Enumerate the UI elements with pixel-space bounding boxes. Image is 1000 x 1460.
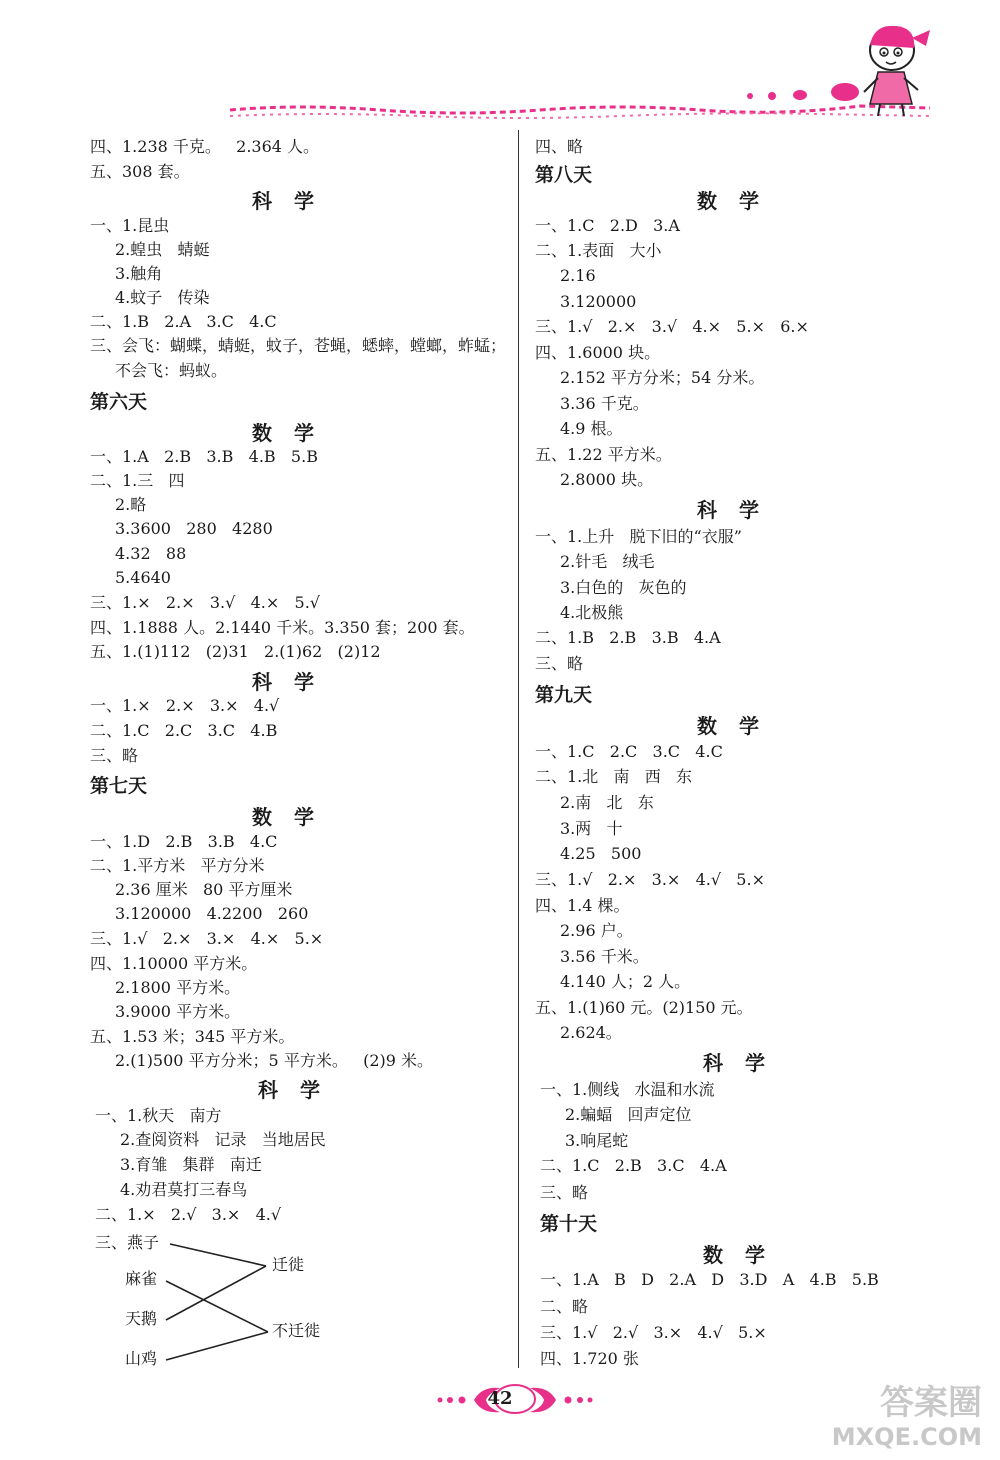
answer-line: 一、1.上升 脱下旧的“衣服” <box>535 527 742 546</box>
answer-line: 4.北极熊 <box>560 603 624 622</box>
answer-line: 3.120000 <box>560 292 637 311</box>
answer-line: 2.南 北 东 <box>560 793 654 812</box>
answer-line: 五、1.53 米；345 平方米。 <box>90 1027 295 1046</box>
answer-line: 4.9 根。 <box>560 419 623 438</box>
page-number: 42 <box>487 1388 513 1409</box>
answer-line: 3.响尾蛇 <box>565 1131 629 1150</box>
answer-line: 四、1.238 千克。 2.364 人。 <box>90 137 320 156</box>
answer-line: 二、略 <box>540 1297 589 1316</box>
answer-line: 三、1.√ 2.× 3.× 4.× 5.× <box>90 929 324 948</box>
subject-heading: 科学 <box>252 189 336 213</box>
answer-line: 五、1.22 平方米。 <box>535 445 672 464</box>
answer-line: 4.140 人；2 人。 <box>560 972 691 991</box>
answer-line: 2.8000 块。 <box>560 470 654 489</box>
answer-line: 二、1.C 2.C 3.C 4.B <box>90 721 278 740</box>
answer-line: 一、1.× 2.× 3.× 4.√ <box>90 696 280 715</box>
answer-line: 五、1.(1)112 (2)31 2.(1)62 (2)12 <box>90 642 381 661</box>
day-heading: 第六天 <box>90 391 148 413</box>
answer-line: 二、1.B 2.A 3.C 4.C <box>90 312 277 331</box>
answer-line: 2.查阅资料 记录 当地居民 <box>120 1130 326 1149</box>
answer-line: 三、1.√ 2.× 3.√ 4.× 5.× 6.× <box>535 317 809 336</box>
answer-line: 四、1.720 张 <box>540 1349 639 1368</box>
answer-line: 2.1800 平方米。 <box>115 978 241 997</box>
answer-line: 3.120000 4.2200 260 <box>115 904 309 923</box>
day-heading: 第九天 <box>535 684 593 706</box>
answer-line: 五、308 套。 <box>90 162 190 181</box>
answer-line: 2.(1)500 平方分米；5 平方米。 (2)9 米。 <box>115 1051 434 1070</box>
answer-line: 三、1.× 2.× 3.√ 4.× 5.√ <box>90 593 320 612</box>
answer-line: 三、略 <box>90 746 139 765</box>
match-line <box>166 1332 268 1360</box>
watermark <box>831 1383 982 1454</box>
answer-line: 一、1.A 2.B 3.B 4.B 5.B <box>90 447 318 466</box>
answer-line: 4.25 500 <box>560 844 642 863</box>
match-line <box>166 1266 266 1320</box>
answer-line: 一、1.秋天 南方 <box>95 1106 222 1125</box>
answer-line: 2.36 厘米 80 平方厘米 <box>115 880 293 899</box>
answer-line: 3.3600 280 4280 <box>115 519 273 538</box>
answer-line: 四、1.1888 人。2.1440 千米。3.350 套；200 套。 <box>90 618 475 637</box>
answer-line: 3.育雏 集群 南迁 <box>120 1155 262 1174</box>
match-line <box>170 1244 266 1266</box>
answer-line: 5.4640 <box>115 568 171 587</box>
subject-heading: 科学 <box>703 1051 787 1075</box>
answer-line: 2.96 户。 <box>560 921 633 940</box>
answer-line: 3.36 千克。 <box>560 394 649 413</box>
subject-heading: 科学 <box>252 670 336 694</box>
answer-line: 一、1.A B D 2.A D 3.D A 4.B 5.B <box>540 1270 879 1289</box>
answer-line: 2.16 <box>560 266 596 285</box>
subject-heading: 科学 <box>697 498 781 522</box>
watermark-url: MXQE.COM <box>831 1423 982 1451</box>
answer-line: 一、1.D 2.B 3.B 4.C <box>90 832 278 851</box>
answer-line: 一、1.昆虫 <box>90 216 170 235</box>
day-heading: 第十天 <box>540 1213 598 1235</box>
subject-heading: 科学 <box>258 1078 342 1102</box>
answer-line: 三、会飞：蝴蝶，蜻蜓，蚊子，苍蝇，蟋蟀，螳螂，蚱蜢； <box>90 336 507 355</box>
answer-line: 五、1.(1)60 元。(2)150 元。 <box>535 998 753 1017</box>
answer-line: 2.624。 <box>560 1023 622 1042</box>
answer-line: 二、1.表面 大小 <box>535 241 662 260</box>
answer-line: 三、1.√ 2.× 3.× 4.√ 5.× <box>535 870 765 889</box>
watermark-logo-text: 答案圈 <box>880 1383 982 1423</box>
answer-line: 3.56 千米。 <box>560 947 649 966</box>
answer-line: 二、1.C 2.B 3.C 4.A <box>540 1156 727 1175</box>
day-heading: 第八天 <box>535 164 593 186</box>
answer-line: 一、1.C 2.D 3.A <box>535 216 680 235</box>
answer-line: 二、1.平方米 平方分米 <box>90 856 265 875</box>
answer-line: 3.白色的 灰色的 <box>560 578 687 597</box>
answer-line: 二、1.北 南 西 东 <box>535 767 693 786</box>
match-left-item: 麻雀 <box>125 1269 158 1288</box>
answer-line: 三、燕子 <box>95 1233 160 1252</box>
answer-line: 四、1.10000 平方米。 <box>90 954 258 973</box>
answer-line: 三、1.√ 2.√ 3.× 4.√ 5.× <box>540 1323 767 1342</box>
match-right-item: 不迁徙 <box>272 1321 321 1340</box>
answer-line: 4.32 88 <box>115 544 187 563</box>
answer-line: 2.略 <box>115 495 147 514</box>
subject-heading: 数学 <box>697 714 781 738</box>
answer-line: 二、1.三 四 <box>90 471 185 490</box>
answer-line: 四、略 <box>535 137 584 156</box>
answer-line: 4.劝君莫打三春鸟 <box>120 1180 248 1199</box>
answer-line: 四、1.4 棵。 <box>535 896 630 915</box>
match-line <box>166 1281 268 1332</box>
subject-heading: 数学 <box>252 421 336 445</box>
match-left-item: 山鸡 <box>125 1349 158 1368</box>
answer-line: 3.9000 平方米。 <box>115 1002 241 1021</box>
answer-line: 2.蝙蝠 回声定位 <box>565 1105 692 1124</box>
answer-line: 4.蚊子 传染 <box>115 288 210 307</box>
match-right-item: 迁徙 <box>272 1255 305 1274</box>
answer-line: 不会飞：蚂蚁。 <box>115 361 228 380</box>
answer-line: 三、略 <box>540 1183 589 1202</box>
answer-line: 3.两 十 <box>560 819 623 838</box>
subject-heading: 数学 <box>252 805 336 829</box>
answer-line: 三、略 <box>535 654 584 673</box>
answer-line: 2.蝗虫 蜻蜓 <box>115 240 210 259</box>
answer-line: 二、1.× 2.√ 3.× 4.√ <box>95 1205 282 1224</box>
answer-line: 2.152 平方分米；54 分米。 <box>560 368 765 387</box>
answer-line: 一、1.C 2.C 3.C 4.C <box>535 742 723 761</box>
subject-heading: 数学 <box>703 1243 787 1267</box>
day-heading: 第七天 <box>90 775 148 797</box>
answer-line: 四、1.6000 块。 <box>535 343 661 362</box>
answer-line: 3.触角 <box>115 264 163 283</box>
answer-line: 2.针毛 绒毛 <box>560 552 655 571</box>
match-left-item: 天鹅 <box>125 1309 158 1328</box>
subject-heading: 数学 <box>697 189 781 213</box>
answer-line: 一、1.侧线 水温和水流 <box>540 1080 715 1099</box>
answer-line: 二、1.B 2.B 3.B 4.A <box>535 628 721 647</box>
